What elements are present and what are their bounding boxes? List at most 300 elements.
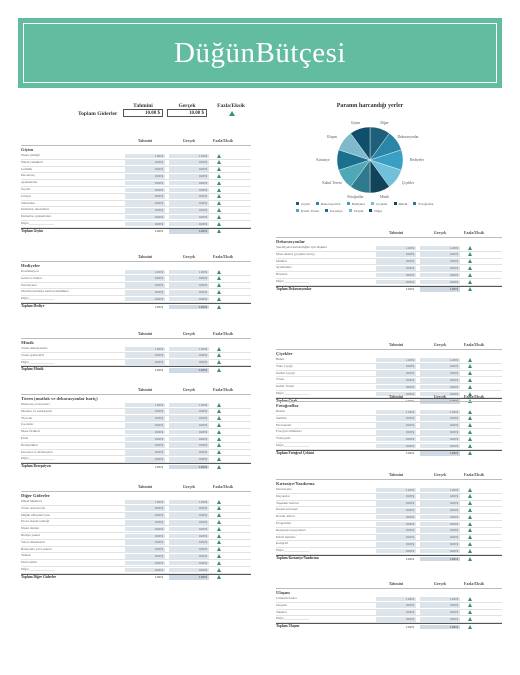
row-label: Yemek — [21, 553, 31, 558]
up-arrow-icon — [468, 515, 472, 519]
estimated-cell[interactable]: 0.00 $ — [125, 527, 165, 532]
estimated-cell[interactable]: 0.00 $ — [125, 416, 165, 421]
up-arrow-icon — [468, 273, 472, 277]
up-arrow-icon — [217, 540, 221, 544]
up-arrow-icon — [468, 557, 472, 561]
row-label: Diğer_______________ — [276, 278, 310, 283]
total-estimated: 1.00 $ — [376, 557, 416, 562]
estimated-cell[interactable]: 0.00 $ — [376, 364, 416, 369]
up-arrow-icon — [468, 522, 472, 526]
estimated-cell[interactable]: 0.00 $ — [125, 297, 165, 302]
col-difference: Fazla/Eksik — [212, 331, 234, 336]
estimated-cell[interactable]: 1.00 $ — [376, 488, 416, 493]
estimated-cell[interactable]: 0.00 $ — [376, 266, 416, 271]
up-arrow-icon — [468, 528, 472, 532]
estimated-cell[interactable]: 0.00 $ — [125, 160, 165, 165]
table-row — [21, 207, 251, 214]
up-arrow-icon — [468, 488, 472, 492]
estimated-cell[interactable]: 0.00 $ — [376, 280, 416, 285]
estimated-cell[interactable]: 1.00 $ — [376, 246, 416, 251]
estimated-cell[interactable]: 0.00 $ — [125, 506, 165, 511]
table-row — [276, 507, 502, 514]
table-row — [21, 346, 251, 353]
actual-cell[interactable]: 0.00 $ — [169, 188, 209, 193]
estimated-cell[interactable]: 0.00 $ — [125, 188, 165, 193]
actual-cell[interactable]: 0.00 $ — [420, 528, 460, 533]
row-label: Diğer_______________ — [276, 390, 310, 395]
pie-slice-label: Diğer — [380, 120, 389, 125]
legend-swatch — [325, 209, 328, 212]
actual-cell[interactable]: 0.00 $ — [420, 494, 460, 499]
actual-cell[interactable]: 0.00 $ — [169, 457, 209, 462]
col-actual: Gerçek — [433, 342, 447, 347]
actual-cell[interactable]: 0.00 $ — [420, 430, 460, 435]
estimated-cell[interactable]: 0.00 $ — [376, 603, 416, 608]
table-row — [276, 487, 502, 494]
up-arrow-icon — [217, 181, 221, 185]
col-actual: Gerçek — [182, 387, 196, 392]
row-label: Kaligrafi — [276, 541, 289, 546]
up-arrow-icon — [468, 410, 472, 414]
col-difference: Fazla/Eksik — [212, 254, 234, 259]
actual-cell[interactable]: 0.00 $ — [169, 547, 209, 552]
actual-cell[interactable]: 0.00 $ — [169, 222, 209, 227]
row-label: Resmi — [276, 409, 285, 413]
col-actual: Gerçek — [182, 138, 196, 143]
up-arrow-icon — [468, 625, 472, 629]
actual-cell[interactable]: 0.00 $ — [169, 174, 209, 179]
table-row — [21, 553, 251, 560]
estimated-cell[interactable]: 0.00 $ — [376, 501, 416, 506]
up-arrow-icon — [217, 194, 221, 198]
table-row — [276, 443, 502, 450]
row-label: Nişan yüzüğü — [21, 153, 40, 157]
estimated-cell[interactable]: 0.00 $ — [125, 561, 165, 566]
row-label: Yiyecek — [21, 415, 33, 420]
actual-cell[interactable]: 1.00 $ — [420, 597, 460, 602]
column-headers — [276, 580, 502, 589]
estimated-cell[interactable]: 0.00 $ — [125, 520, 165, 525]
col-actual: Gerçek — [433, 472, 447, 477]
row-label: Konfeksiyon — [21, 269, 39, 273]
legend-label: Müzik — [398, 201, 408, 206]
estimated-cell[interactable]: 0.00 $ — [376, 515, 416, 520]
actual-cell[interactable]: 0.00 $ — [420, 522, 460, 527]
actual-cell[interactable]: 0.00 $ — [169, 181, 209, 186]
table-row — [21, 360, 251, 367]
legend-item — [394, 200, 408, 207]
estimated-cell[interactable]: 0.00 $ — [376, 385, 416, 390]
actual-cell[interactable]: 0.00 $ — [420, 364, 460, 369]
column-headers — [276, 341, 502, 350]
col-estimated: Tahmini — [388, 581, 404, 586]
row-label: Prova akşam yemeği — [21, 519, 50, 524]
actual-cell[interactable]: 0.00 $ — [420, 603, 460, 608]
estimated-cell[interactable]: 0.00 $ — [125, 423, 165, 428]
estimated-cell[interactable]: 1.00 $ — [125, 347, 165, 352]
up-arrow-icon — [217, 568, 221, 572]
actual-cell[interactable]: 0.00 $ — [169, 513, 209, 518]
actual-cell[interactable]: 1.00 $ — [169, 500, 209, 505]
table-row — [21, 416, 251, 423]
estimated-cell[interactable]: 0.00 $ — [376, 392, 416, 397]
actual-cell[interactable]: 0.00 $ — [420, 416, 460, 421]
estimated-cell[interactable]: 0.00 $ — [125, 174, 165, 179]
total-estimated: 1.00 $ — [125, 229, 165, 234]
up-arrow-icon — [468, 549, 472, 553]
actual-cell[interactable]: 0.00 $ — [420, 508, 460, 513]
budget-section — [276, 471, 502, 562]
row-label: Nikah Memuru — [21, 499, 42, 503]
table-row — [21, 422, 251, 429]
col-estimated: Tahmini — [137, 138, 153, 143]
col-estimated: Tahmini — [388, 342, 404, 347]
estimated-cell[interactable]: 0.00 $ — [125, 167, 165, 172]
col-difference: Fazla/Eksik — [463, 472, 485, 477]
actual-cell[interactable]: 0.00 $ — [169, 297, 209, 302]
row-label: Hediye paketi — [21, 532, 40, 537]
row-label: Salon süslemeleri — [21, 539, 46, 544]
pie-slice-label: Müzik — [379, 195, 390, 200]
actual-cell[interactable]: 0.00 $ — [169, 194, 209, 199]
actual-cell[interactable]: 0.00 $ — [420, 371, 460, 376]
estimated-cell[interactable]: 0.00 $ — [376, 508, 416, 513]
estimated-cell[interactable]: 1.00 $ — [125, 154, 165, 159]
estimated-cell[interactable]: 0.00 $ — [125, 450, 165, 455]
actual-cell[interactable]: 1.00 $ — [420, 246, 460, 251]
table-row — [276, 541, 502, 548]
estimated-cell[interactable]: 0.00 $ — [376, 273, 416, 278]
estimated-cell[interactable]: 1.00 $ — [376, 597, 416, 602]
actual-cell[interactable]: 0.00 $ — [169, 201, 209, 206]
row-label: Limuzin/Araba — [276, 596, 297, 600]
actual-cell[interactable]: 0.00 $ — [169, 534, 209, 539]
legend-swatch — [349, 209, 352, 212]
up-arrow-icon — [217, 270, 221, 274]
estimated-cell[interactable]: 0.00 $ — [376, 617, 416, 622]
legend-item — [371, 200, 388, 207]
estimated-cell[interactable]: 0.00 $ — [376, 494, 416, 499]
estimated-cell[interactable]: 0.00 $ — [125, 430, 165, 435]
total-actual: 1.00 $ — [420, 399, 460, 404]
up-arrow-icon — [468, 535, 472, 539]
table-row — [21, 560, 251, 567]
pie-slice-label: Fotoğraflar — [347, 195, 364, 200]
up-arrow-icon — [217, 547, 221, 551]
actual-cell[interactable]: 0.00 $ — [420, 423, 460, 428]
up-arrow-icon — [468, 610, 472, 614]
actual-cell[interactable]: 1.00 $ — [420, 488, 460, 493]
up-arrow-icon — [468, 287, 472, 291]
row-label: Tören müzisyenleri — [21, 346, 48, 350]
total-row — [21, 366, 251, 373]
budget-section — [21, 330, 251, 373]
actual-cell[interactable]: 0.00 $ — [169, 360, 209, 365]
actual-cell[interactable]: 0.00 $ — [169, 520, 209, 525]
legend-swatch — [394, 202, 397, 205]
actual-cell[interactable]: 0.00 $ — [420, 385, 460, 390]
table-row — [276, 429, 502, 436]
total-label: Toplam Dekorasyonlar — [276, 286, 312, 291]
actual-cell[interactable]: 0.00 $ — [169, 409, 209, 414]
actual-cell[interactable]: 0.00 $ — [420, 266, 460, 271]
row-label: Oturma/sandalye kartları/isimlikler — [21, 289, 69, 294]
up-arrow-icon — [468, 597, 472, 601]
actual-cell[interactable]: 0.00 $ — [169, 554, 209, 559]
estimated-cell[interactable]: 0.00 $ — [125, 360, 165, 365]
legend-item — [349, 207, 364, 214]
row-label: Ek baskılar — [276, 422, 292, 427]
actual-cell[interactable]: 0.00 $ — [169, 443, 209, 448]
total-estimated: 1.00 $ — [125, 575, 165, 580]
estimated-cell[interactable]: 0.00 $ — [376, 535, 416, 540]
budget-section — [21, 483, 251, 581]
total-actual: 1.00 $ — [420, 625, 460, 630]
estimated-cell[interactable]: 1.00 $ — [125, 403, 165, 408]
pie-chart — [320, 115, 420, 205]
table-row — [276, 514, 502, 521]
estimated-cell[interactable]: 0.00 $ — [125, 547, 165, 552]
table-row — [21, 513, 251, 520]
estimated-cell[interactable]: 0.00 $ — [376, 252, 416, 257]
up-arrow-icon — [468, 364, 472, 368]
up-arrow-icon — [468, 423, 472, 427]
estimated-cell[interactable]: 1.00 $ — [125, 500, 165, 505]
actual-cell[interactable]: 0.00 $ — [169, 160, 209, 165]
total-actual: 1.00 $ — [169, 368, 209, 373]
up-arrow-icon — [217, 290, 221, 294]
actual-cell[interactable]: 0.00 $ — [420, 444, 460, 449]
actual-cell[interactable]: 1.00 $ — [420, 410, 460, 415]
up-arrow-icon — [217, 353, 221, 357]
estimated-cell[interactable]: 0.00 $ — [376, 528, 416, 533]
pie-slice-label: Çiçekler — [401, 180, 415, 185]
actual-cell[interactable]: 1.00 $ — [169, 270, 209, 275]
actual-cell[interactable]: 0.00 $ — [420, 515, 460, 520]
actual-cell[interactable]: 0.00 $ — [169, 437, 209, 442]
actual-cell[interactable]: 0.00 $ — [420, 280, 460, 285]
row-label: Aydınlatma — [276, 265, 292, 270]
actual-cell[interactable]: 0.00 $ — [420, 501, 460, 506]
legend-label: Kabul Töreni — [301, 208, 320, 213]
legend-item — [369, 207, 382, 214]
estimated-cell[interactable]: 0.00 $ — [125, 194, 165, 199]
actual-cell[interactable]: 0.00 $ — [169, 450, 209, 455]
table-row — [276, 245, 502, 252]
total-estimated: 1.00 $ — [376, 451, 416, 456]
row-label: Tören — [276, 377, 285, 382]
estimated-cell[interactable]: 0.00 $ — [125, 457, 165, 462]
actual-cell[interactable]: 0.00 $ — [420, 392, 460, 397]
actual-cell[interactable]: 1.00 $ — [420, 358, 460, 363]
estimated-cell[interactable]: 1.00 $ — [376, 358, 416, 363]
estimated-cell[interactable]: 0.00 $ — [125, 353, 165, 358]
actual-cell[interactable]: 0.00 $ — [420, 252, 460, 257]
table-row — [21, 526, 251, 533]
actual-cell[interactable]: 0.00 $ — [420, 542, 460, 547]
column-headers — [21, 386, 251, 395]
estimated-cell[interactable]: 0.00 $ — [376, 610, 416, 615]
legend-swatch — [347, 202, 350, 205]
estimated-cell[interactable]: 0.00 $ — [376, 416, 416, 421]
estimated-cell[interactable]: 0.00 $ — [125, 568, 165, 573]
actual-cell[interactable]: 0.00 $ — [169, 423, 209, 428]
actual-cell[interactable]: 0.00 $ — [169, 416, 209, 421]
row-label: Nişan ilanları — [21, 526, 40, 531]
summary-col-actual: Gerçek — [178, 103, 196, 109]
actual-cell[interactable]: 0.00 $ — [169, 527, 209, 532]
table-row — [276, 252, 502, 259]
actual-cell[interactable]: 0.00 $ — [169, 208, 209, 213]
up-arrow-icon — [468, 437, 472, 441]
col-estimated: Tahmini — [388, 230, 404, 235]
table-row — [21, 499, 251, 506]
row-label: Programlar — [276, 520, 292, 525]
estimated-cell[interactable]: 0.00 $ — [376, 549, 416, 554]
table-row — [276, 272, 502, 279]
estimated-cell[interactable]: 0.00 $ — [125, 290, 165, 295]
section-title: Fotoğraflar — [276, 403, 299, 408]
up-arrow-icon — [217, 506, 221, 510]
estimated-cell[interactable]: 0.00 $ — [125, 201, 165, 206]
estimated-cell[interactable]: 0.00 $ — [376, 444, 416, 449]
estimated-cell[interactable]: 0.00 $ — [125, 215, 165, 220]
estimated-cell[interactable]: 0.00 $ — [376, 371, 416, 376]
actual-cell[interactable]: 0.00 $ — [169, 167, 209, 172]
budget-section — [276, 580, 502, 630]
table-row — [276, 416, 502, 423]
table-row — [276, 377, 502, 384]
estimated-cell[interactable]: 0.00 $ — [376, 423, 416, 428]
total-estimated: 1.00 $ — [376, 287, 416, 292]
actual-cell[interactable]: 0.00 $ — [169, 540, 209, 545]
actual-cell[interactable]: 0.00 $ — [420, 535, 460, 540]
col-actual: Gerçek — [433, 394, 447, 399]
up-arrow-icon — [468, 444, 472, 448]
total-label: Toplam Resepsiyon — [21, 464, 51, 469]
total-estimated: 1.00 $ — [125, 305, 165, 310]
up-arrow-icon — [217, 188, 221, 192]
section-title: Hediyeler — [21, 263, 41, 268]
summary-total-label: Toplam Giderler — [78, 111, 118, 117]
estimated-cell[interactable]: 0.00 $ — [125, 437, 165, 442]
col-actual: Gerçek — [182, 484, 196, 489]
estimated-cell[interactable]: 0.00 $ — [125, 222, 165, 227]
actual-cell[interactable]: 0.00 $ — [420, 378, 460, 383]
actual-cell[interactable]: 0.00 $ — [420, 273, 460, 278]
row-label: Videografi — [276, 436, 291, 441]
estimated-cell[interactable]: 0.00 $ — [125, 540, 165, 545]
actual-cell[interactable]: 0.00 $ — [420, 549, 460, 554]
actual-cell[interactable]: 0.00 $ — [169, 568, 209, 573]
estimated-cell[interactable]: 0.00 $ — [376, 430, 416, 435]
estimated-cell[interactable]: 0.00 $ — [376, 378, 416, 383]
up-arrow-icon — [468, 385, 472, 389]
actual-cell[interactable]: 0.00 $ — [420, 259, 460, 264]
actual-cell[interactable]: 1.00 $ — [169, 403, 209, 408]
table-row — [276, 501, 502, 508]
row-label: Kişisel kırtasiye — [276, 507, 298, 512]
actual-cell[interactable]: 0.00 $ — [169, 430, 209, 435]
row-label: Jartiyer — [21, 193, 32, 198]
section-title: Dekorasyonlar — [276, 239, 306, 244]
table-row — [21, 173, 251, 180]
total-row — [21, 303, 251, 310]
legend-label: Ulaşım — [353, 208, 364, 213]
actual-cell[interactable]: 0.00 $ — [169, 290, 209, 295]
up-arrow-icon — [468, 508, 472, 512]
estimated-cell[interactable]: 0.00 $ — [125, 513, 165, 518]
estimated-cell[interactable]: 0.00 $ — [125, 409, 165, 414]
estimated-cell[interactable]: 1.00 $ — [125, 270, 165, 275]
estimated-cell[interactable]: 0.00 $ — [125, 534, 165, 539]
estimated-cell[interactable]: 0.00 $ — [125, 181, 165, 186]
pie-slice-label: Ulaşım — [326, 135, 338, 140]
total-label: Toplam Fotoğraf Çekimi — [276, 450, 314, 455]
estimated-cell[interactable]: 0.00 $ — [125, 283, 165, 288]
estimated-cell[interactable]: 0.00 $ — [125, 554, 165, 559]
actual-cell[interactable]: 0.00 $ — [420, 610, 460, 615]
up-arrow-icon — [217, 154, 221, 158]
actual-cell[interactable]: 0.00 $ — [169, 215, 209, 220]
up-arrow-icon — [468, 501, 472, 505]
up-arrow-icon — [217, 276, 221, 280]
actual-cell[interactable]: 0.00 $ — [169, 506, 209, 511]
total-row — [276, 450, 502, 457]
row-label: Samimi — [276, 415, 287, 420]
actual-cell[interactable]: 0.00 $ — [169, 283, 209, 288]
estimated-cell[interactable]: 0.00 $ — [376, 522, 416, 527]
legend-swatch — [296, 202, 299, 205]
table-row — [21, 567, 251, 574]
table-row — [276, 279, 502, 286]
estimated-cell[interactable]: 0.00 $ — [125, 443, 165, 448]
actual-cell[interactable]: 0.00 $ — [169, 276, 209, 281]
section-title: Giyim — [21, 147, 34, 152]
total-label: Toplam Çiçek — [276, 398, 298, 403]
estimated-cell[interactable]: 0.00 $ — [125, 208, 165, 213]
table-row — [21, 283, 251, 290]
actual-cell[interactable]: 0.00 $ — [169, 353, 209, 358]
actual-cell[interactable]: 0.00 $ — [169, 561, 209, 566]
estimated-cell[interactable]: 1.00 $ — [376, 410, 416, 415]
up-arrow-icon — [217, 423, 221, 427]
estimated-cell[interactable]: 0.00 $ — [376, 542, 416, 547]
actual-cell[interactable]: 1.00 $ — [169, 154, 209, 159]
total-row — [276, 286, 502, 293]
up-arrow-icon — [468, 246, 472, 250]
legend-label: Dekorasyonlar — [320, 201, 341, 206]
col-difference: Fazla/Eksik — [212, 387, 234, 392]
up-arrow-icon — [217, 208, 221, 212]
estimated-cell[interactable]: 0.00 $ — [125, 276, 165, 281]
table-row — [276, 423, 502, 430]
estimated-cell[interactable]: 0.00 $ — [376, 259, 416, 264]
actual-cell[interactable]: 1.00 $ — [169, 347, 209, 352]
actual-cell[interactable]: 0.00 $ — [420, 617, 460, 622]
up-arrow-icon — [217, 443, 221, 447]
col-difference: Fazla/Eksik — [463, 394, 485, 399]
row-label: Diğer_______________ — [21, 220, 55, 225]
pie-slice-label: Hediyeler — [409, 158, 425, 162]
actual-cell[interactable]: 0.00 $ — [420, 437, 460, 442]
row-label: Kabul Töreni — [276, 384, 295, 389]
row-label: Tören alanı ücreti — [21, 505, 46, 510]
row-label: Düğün elbiseleri/yazı — [21, 512, 51, 517]
total-label: Toplam Kırtasiye/Yazdırma — [276, 555, 319, 560]
estimated-cell[interactable]: 0.00 $ — [376, 437, 416, 442]
up-arrow-icon — [217, 305, 221, 309]
